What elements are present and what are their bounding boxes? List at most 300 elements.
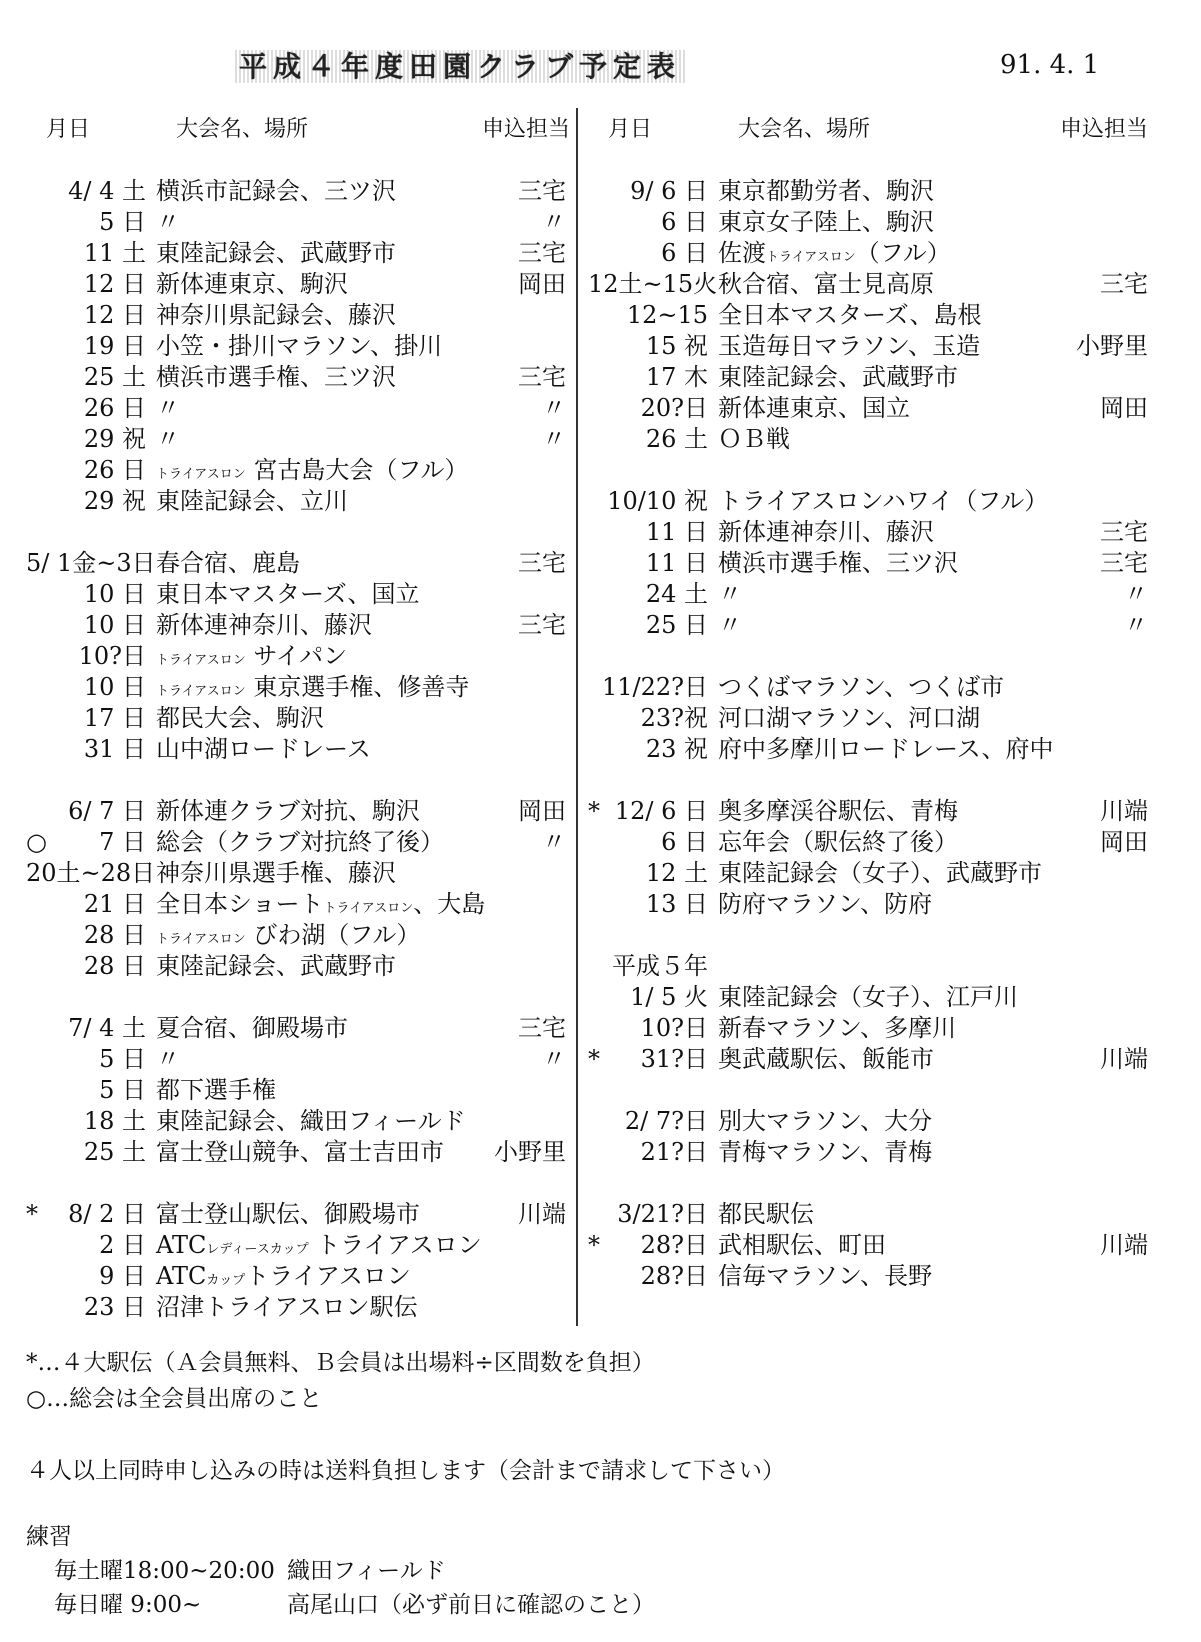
row-date: 8/ 2 日 bbox=[68, 1200, 146, 1228]
row-event bbox=[156, 207, 180, 238]
row-event-suffix: トライアスロン bbox=[245, 1262, 411, 1290]
row-event bbox=[156, 1137, 444, 1168]
section-gap bbox=[588, 641, 1148, 672]
schedule-row bbox=[26, 579, 566, 610]
row-event-text: 佐渡 bbox=[718, 239, 766, 267]
row-event-text: 東陸記録会、武蔵野市 bbox=[156, 239, 396, 267]
row-event-text: 青梅マラソン、青梅 bbox=[718, 1138, 933, 1166]
row-event-text: 東陸記録会、織田フィールド bbox=[156, 1107, 466, 1135]
row-person: 川端 bbox=[1100, 1231, 1148, 1259]
header-event: 大会名、場所 bbox=[176, 117, 309, 142]
row-date: 17 木 bbox=[645, 363, 708, 391]
row-date: 10/10 祝 bbox=[607, 487, 708, 515]
row-date: 31?日 bbox=[640, 1045, 708, 1073]
row-person: 三宅 bbox=[518, 239, 566, 267]
row-date: 28 日 bbox=[83, 921, 146, 949]
row-event bbox=[156, 548, 300, 579]
schedule-row bbox=[588, 889, 1148, 920]
schedule-row bbox=[588, 1230, 1148, 1261]
row-event-text: トライアスロンハワイ（フル） bbox=[718, 487, 1049, 515]
row-event-text: 東陸記録会、立川 bbox=[156, 487, 348, 515]
row-event-text: 神奈川県記録会、藤沢 bbox=[156, 301, 396, 329]
row-person: 三宅 bbox=[518, 1014, 566, 1042]
schedule-row bbox=[26, 393, 566, 424]
row-event bbox=[718, 269, 934, 300]
row-date: 23?祝 bbox=[640, 704, 708, 732]
schedule-row bbox=[26, 176, 566, 207]
schedule-row bbox=[26, 362, 566, 393]
schedule-row bbox=[588, 982, 1148, 1013]
row-date: 28?日 bbox=[640, 1231, 708, 1259]
row-event bbox=[718, 176, 934, 207]
row-date: 2 日 bbox=[99, 1231, 146, 1259]
row-person: 岡田 bbox=[518, 270, 566, 298]
schedule-row bbox=[26, 672, 566, 703]
schedule-row bbox=[26, 1137, 566, 1168]
row-event bbox=[156, 579, 420, 610]
row-event-subscript: レディースカップ bbox=[206, 1242, 309, 1257]
header-event: 大会名、場所 bbox=[738, 117, 871, 142]
right-rows bbox=[588, 176, 1148, 1292]
row-mark: * bbox=[588, 1231, 600, 1259]
row-event bbox=[718, 889, 932, 920]
schedule-row bbox=[26, 920, 566, 951]
row-event-text: 都民大会、駒沢 bbox=[156, 704, 324, 732]
row-event-text: 東陸記録会、武蔵野市 bbox=[156, 952, 396, 980]
row-event-text: 山中湖ロードレース bbox=[156, 735, 371, 763]
row-date: 26 日 bbox=[83, 456, 146, 484]
row-event bbox=[156, 641, 347, 676]
row-event-text: 全日本ショート bbox=[156, 890, 324, 918]
practice-heading: 練習 bbox=[26, 1524, 72, 1550]
row-person: 〃 bbox=[542, 208, 566, 236]
schedule-row bbox=[26, 1075, 566, 1106]
row-event bbox=[156, 1199, 420, 1230]
row-event-text: 信毎マラソン、長野 bbox=[718, 1262, 933, 1290]
schedule-row bbox=[26, 858, 566, 889]
row-event-text: 都下選手権 bbox=[156, 1076, 276, 1104]
row-event bbox=[156, 703, 324, 734]
row-event bbox=[156, 796, 420, 827]
schedule-row bbox=[588, 424, 1148, 455]
row-person: 小野里 bbox=[1076, 332, 1148, 360]
row-event bbox=[156, 1044, 180, 1075]
row-event bbox=[718, 1106, 932, 1137]
row-event-text: 新体連東京、国立 bbox=[718, 394, 910, 422]
row-person: 三宅 bbox=[1100, 549, 1148, 577]
row-event bbox=[718, 827, 958, 858]
row-event-prefix: トライアスロン bbox=[156, 467, 246, 482]
header-date: 月日 bbox=[608, 117, 653, 142]
row-date: 26 土 bbox=[645, 425, 708, 453]
column-divider bbox=[576, 108, 578, 1326]
schedule-row bbox=[588, 1199, 1148, 1230]
schedule-row bbox=[588, 176, 1148, 207]
row-date: 9 日 bbox=[99, 1262, 146, 1290]
schedule-row bbox=[26, 486, 566, 517]
schedule-row bbox=[588, 548, 1148, 579]
row-event bbox=[156, 362, 396, 393]
row-date: 28?日 bbox=[640, 1262, 708, 1290]
row-date: 7/ 4 土 bbox=[68, 1014, 146, 1042]
row-date: 5/ 1金~3日 bbox=[26, 549, 156, 577]
row-mark: * bbox=[588, 1045, 600, 1073]
row-event bbox=[718, 393, 910, 424]
row-event bbox=[156, 1292, 418, 1323]
row-date: 11/22?日 bbox=[601, 673, 708, 701]
row-event bbox=[156, 734, 371, 765]
section-gap bbox=[26, 765, 566, 796]
schedule-row bbox=[26, 1199, 566, 1230]
row-person: 川端 bbox=[518, 1200, 566, 1228]
row-event bbox=[718, 331, 980, 362]
row-date: 12土~15火 bbox=[588, 270, 718, 298]
column-header bbox=[26, 112, 570, 142]
schedule-row bbox=[588, 796, 1148, 827]
row-event-text: 秋合宿、富士見高原 bbox=[718, 270, 934, 298]
row-event bbox=[718, 207, 934, 238]
row-event-text: サイパン bbox=[253, 642, 348, 670]
row-date: 15 祝 bbox=[645, 332, 708, 360]
schedule-row bbox=[588, 1261, 1148, 1292]
row-event bbox=[718, 362, 958, 393]
row-event bbox=[156, 1106, 466, 1137]
practice-place: 織田フィールド bbox=[287, 1558, 446, 1584]
row-event-prefix: トライアスロン bbox=[156, 653, 246, 668]
row-event bbox=[718, 579, 742, 610]
practice-time: 毎土曜18:00~20:00 bbox=[54, 1558, 275, 1584]
section-gap bbox=[588, 455, 1148, 486]
row-event-text: 武相駅伝、町田 bbox=[718, 1231, 886, 1259]
row-event bbox=[156, 1230, 482, 1265]
row-date: 18 土 bbox=[83, 1107, 146, 1135]
row-person: 〃 bbox=[542, 425, 566, 453]
schedule-row bbox=[26, 455, 566, 486]
row-event-text: 東陸記録会、武蔵野市 bbox=[718, 363, 958, 391]
schedule-row bbox=[26, 734, 566, 765]
row-date: 25 土 bbox=[83, 363, 146, 391]
row-event bbox=[718, 1199, 814, 1230]
row-event-text: 〃 bbox=[718, 611, 742, 639]
schedule-row bbox=[588, 1013, 1148, 1044]
row-date: 10 日 bbox=[83, 580, 146, 608]
row-date: 17 日 bbox=[83, 704, 146, 732]
schedule-row bbox=[26, 610, 566, 641]
row-date: 21 日 bbox=[83, 890, 146, 918]
row-event bbox=[156, 920, 420, 955]
row-date: 28 日 bbox=[83, 952, 146, 980]
row-event bbox=[718, 486, 1048, 517]
row-date: 23 祝 bbox=[645, 735, 708, 763]
row-event bbox=[156, 486, 348, 517]
row-person: 小野里 bbox=[494, 1138, 566, 1166]
row-event-text: 横浜市選手権、三ツ沢 bbox=[718, 549, 958, 577]
row-date: 6 日 bbox=[661, 828, 708, 856]
schedule-row bbox=[26, 1292, 566, 1323]
row-event bbox=[156, 393, 180, 424]
row-date: 19 日 bbox=[83, 332, 146, 360]
schedule-row bbox=[588, 610, 1148, 641]
row-date: 6/ 7 日 bbox=[68, 797, 146, 825]
schedule-row bbox=[588, 858, 1148, 889]
row-person: 〃 bbox=[1124, 611, 1148, 639]
row-event bbox=[156, 424, 180, 455]
schedule-row bbox=[26, 641, 566, 672]
row-event bbox=[718, 1230, 886, 1261]
row-date: 5 日 bbox=[99, 1045, 146, 1073]
section-gap bbox=[26, 517, 566, 548]
row-date: 3/21?日 bbox=[617, 1200, 708, 1228]
row-event bbox=[718, 672, 1004, 703]
row-date: 9/ 6 日 bbox=[630, 177, 708, 205]
row-event-subscript: カップ bbox=[206, 1273, 246, 1288]
row-event-text: 防府マラソン、防府 bbox=[718, 890, 933, 918]
row-date: 26 日 bbox=[83, 394, 146, 422]
schedule-row bbox=[588, 238, 1148, 269]
row-event-text: 東京選手権、修善寺 bbox=[253, 673, 470, 701]
row-mark: ○ bbox=[26, 828, 47, 856]
row-event bbox=[156, 951, 396, 982]
row-person: 〃 bbox=[542, 1045, 566, 1073]
row-event-text: 東陸記録会（女子）、武蔵野市 bbox=[718, 859, 1042, 887]
row-person: 三宅 bbox=[518, 611, 566, 639]
row-event-text: ＯＢ戦 bbox=[718, 425, 790, 453]
row-event bbox=[718, 610, 742, 641]
practice-item bbox=[26, 1588, 655, 1622]
row-date: 25 日 bbox=[645, 611, 708, 639]
row-event bbox=[718, 1137, 932, 1168]
row-event bbox=[156, 610, 372, 641]
schedule-row bbox=[26, 889, 566, 920]
row-date: 1/ 5 火 bbox=[630, 983, 708, 1011]
row-event bbox=[718, 1013, 956, 1044]
row-event-text: 新体連東京、駒沢 bbox=[156, 270, 348, 298]
section-gap bbox=[588, 1075, 1148, 1106]
section-gap bbox=[588, 765, 1148, 796]
practice-item bbox=[26, 1554, 655, 1588]
row-event-text: 東陸記録会（女子）、江戸川 bbox=[718, 983, 1018, 1011]
row-event-text: つくばマラソン、つくば市 bbox=[718, 673, 1005, 701]
section-gap bbox=[26, 982, 566, 1013]
row-person: 三宅 bbox=[1100, 270, 1148, 298]
row-date: 11 土 bbox=[83, 239, 146, 267]
schedule-row bbox=[588, 1137, 1148, 1168]
row-date: 21?日 bbox=[640, 1138, 708, 1166]
schedule-row bbox=[26, 548, 566, 579]
schedule-row bbox=[588, 734, 1148, 765]
row-event-text: 新体連神奈川、藤沢 bbox=[156, 611, 372, 639]
row-event bbox=[156, 300, 396, 331]
note-spacer bbox=[26, 1417, 785, 1453]
row-event bbox=[718, 548, 958, 579]
schedule-row bbox=[588, 951, 1148, 982]
row-date: 10?日 bbox=[640, 1014, 708, 1042]
row-person: 川端 bbox=[1100, 797, 1148, 825]
schedule-row bbox=[588, 1106, 1148, 1137]
practice-place: 高尾山口（必ず前日に確認のこと） bbox=[287, 1592, 655, 1618]
schedule-left-column bbox=[26, 112, 570, 1323]
row-date: 12 日 bbox=[83, 270, 146, 298]
row-person: 三宅 bbox=[518, 363, 566, 391]
row-event-text: 富士登山競争、富士吉田市 bbox=[156, 1138, 444, 1166]
row-date: 29 祝 bbox=[83, 425, 146, 453]
row-date: 6 日 bbox=[661, 239, 708, 267]
schedule-row bbox=[26, 703, 566, 734]
schedule-row bbox=[26, 1013, 566, 1044]
row-event-suffix: 、大島 bbox=[413, 890, 486, 918]
row-event-prefix: トライアスロン bbox=[156, 932, 246, 947]
note-shipping: ４人以上同時申し込みの時は送料負担します（会計まで請求して下さい） bbox=[26, 1458, 785, 1484]
schedule-row bbox=[26, 796, 566, 827]
row-date: 2/ 7?日 bbox=[624, 1107, 708, 1135]
row-event-text: 奥多摩渓谷駅伝、青梅 bbox=[718, 797, 958, 825]
row-person: 〃 bbox=[542, 394, 566, 422]
row-person: 岡田 bbox=[1100, 394, 1148, 422]
row-event-text: 〃 bbox=[718, 580, 742, 608]
row-event-text: 東京女子陸上、駒沢 bbox=[718, 208, 934, 236]
row-event bbox=[156, 238, 396, 269]
header-person: 申込担当 bbox=[481, 117, 570, 142]
row-event bbox=[718, 1044, 934, 1075]
schedule-row bbox=[26, 424, 566, 455]
row-event bbox=[156, 672, 469, 707]
row-event bbox=[718, 300, 982, 331]
row-event-text: 河口湖マラソン、河口湖 bbox=[718, 704, 981, 732]
row-event-text: 〃 bbox=[156, 425, 180, 453]
row-event bbox=[718, 424, 790, 455]
schedule-right-column bbox=[588, 112, 1148, 1292]
schedule-row bbox=[588, 1044, 1148, 1075]
row-date: 20?日 bbox=[640, 394, 708, 422]
row-event-text: 別大マラソン、大分 bbox=[718, 1107, 933, 1135]
row-event-text: 春合宿、鹿島 bbox=[156, 549, 300, 577]
row-event-subscript: トライアスロン bbox=[766, 250, 856, 265]
row-event bbox=[156, 1261, 411, 1296]
schedule-row bbox=[26, 238, 566, 269]
row-date: 10 日 bbox=[83, 673, 146, 701]
header-date: 月日 bbox=[46, 117, 91, 142]
row-event-text: 小笠・掛川マラソン、掛川 bbox=[156, 332, 443, 360]
row-event-text: 全日本マスターズ、島根 bbox=[718, 301, 982, 329]
row-event-text: 〃 bbox=[156, 394, 180, 422]
row-event-subscript: トライアスロン bbox=[323, 901, 414, 916]
row-event bbox=[718, 1261, 932, 1292]
row-person: 三宅 bbox=[1100, 518, 1148, 546]
row-event-text: 奥武蔵駅伝、飯能市 bbox=[718, 1045, 934, 1073]
row-event bbox=[156, 1075, 276, 1106]
row-event bbox=[156, 858, 396, 889]
row-event bbox=[718, 734, 1054, 765]
row-event bbox=[156, 889, 485, 924]
section-gap bbox=[588, 920, 1148, 951]
row-event-text: 〃 bbox=[156, 208, 180, 236]
practice-section bbox=[26, 1520, 655, 1622]
schedule-row bbox=[588, 393, 1148, 424]
column-header bbox=[588, 112, 1148, 142]
row-event bbox=[156, 455, 468, 490]
row-event-text: 宮古島大会（フル） bbox=[253, 456, 469, 484]
row-event-text: ATC bbox=[156, 1231, 207, 1259]
schedule-row bbox=[588, 579, 1148, 610]
row-event-text: 夏合宿、御殿場市 bbox=[156, 1014, 348, 1042]
section-gap bbox=[588, 1168, 1148, 1199]
row-person: 岡田 bbox=[518, 797, 566, 825]
row-date: 12 土 bbox=[645, 859, 708, 887]
row-event-text: 東日本マスターズ、国立 bbox=[156, 580, 420, 608]
row-person: 〃 bbox=[1124, 580, 1148, 608]
schedule-row bbox=[588, 703, 1148, 734]
row-date: 平成５年 bbox=[612, 952, 708, 980]
document-date: 91. 4. 1 bbox=[1000, 50, 1100, 80]
header-person: 申込担当 bbox=[1059, 117, 1148, 142]
row-mark: * bbox=[26, 1200, 38, 1228]
row-event-text: 〃 bbox=[156, 1045, 180, 1073]
row-event-suffix: トライアスロン bbox=[308, 1231, 482, 1259]
row-event bbox=[156, 176, 396, 207]
row-date: 6 日 bbox=[661, 208, 708, 236]
row-person: 三宅 bbox=[518, 549, 566, 577]
row-event-text: ATC bbox=[156, 1262, 207, 1290]
schedule-row bbox=[588, 362, 1148, 393]
row-event-text: 神奈川県選手権、藤沢 bbox=[156, 859, 396, 887]
row-event bbox=[156, 269, 348, 300]
page-title: 平成４年度田園クラブ予定表 bbox=[235, 45, 685, 85]
row-event-text: 新春マラソン、多摩川 bbox=[718, 1014, 957, 1042]
row-event bbox=[156, 827, 444, 858]
note-ekiden: *…４大駅伝（Ａ会員無料、Ｂ会員は出場料÷区間数を負担） bbox=[26, 1350, 655, 1376]
row-event bbox=[718, 796, 958, 827]
row-event bbox=[156, 331, 442, 362]
schedule-row bbox=[26, 827, 566, 858]
row-mark: * bbox=[588, 797, 600, 825]
schedule-row bbox=[26, 207, 566, 238]
schedule-row bbox=[588, 331, 1148, 362]
row-date: 11 日 bbox=[645, 518, 708, 546]
row-event bbox=[156, 1013, 348, 1044]
practice-time: 毎日曜 9:00~ bbox=[54, 1592, 202, 1618]
row-event bbox=[718, 982, 1018, 1013]
row-date: 29 祝 bbox=[83, 487, 146, 515]
schedule-row bbox=[26, 300, 566, 331]
row-event-text: 沼津トライアスロン駅伝 bbox=[156, 1293, 418, 1321]
row-event-prefix: トライアスロン bbox=[156, 684, 246, 699]
row-person: 岡田 bbox=[1100, 828, 1148, 856]
row-event-text: 忘年会（駅伝終了後） bbox=[718, 828, 958, 856]
row-person: 三宅 bbox=[518, 177, 566, 205]
row-event-text: 東京都勤労者、駒沢 bbox=[718, 177, 934, 205]
schedule-row bbox=[588, 827, 1148, 858]
row-date: 23 日 bbox=[83, 1293, 146, 1321]
row-date: 10 日 bbox=[83, 611, 146, 639]
schedule-row bbox=[26, 331, 566, 362]
row-date: 5 日 bbox=[99, 1076, 146, 1104]
row-event bbox=[718, 858, 1042, 889]
schedule-row bbox=[588, 672, 1148, 703]
row-event bbox=[718, 238, 951, 273]
row-date: 31 日 bbox=[83, 735, 146, 763]
row-event bbox=[718, 703, 980, 734]
row-event-text: 都民駅伝 bbox=[718, 1200, 814, 1228]
row-event-text: 府中多摩川ロードレース、府中 bbox=[718, 735, 1054, 763]
row-date: 12 日 bbox=[83, 301, 146, 329]
schedule-row bbox=[26, 1106, 566, 1137]
row-event-text: 新体連神奈川、藤沢 bbox=[718, 518, 934, 546]
row-date: 13 日 bbox=[645, 890, 708, 918]
schedule-row bbox=[26, 1230, 566, 1261]
schedule-row bbox=[26, 951, 566, 982]
row-date: 7 日 bbox=[99, 828, 146, 856]
row-person: 川端 bbox=[1100, 1045, 1148, 1073]
